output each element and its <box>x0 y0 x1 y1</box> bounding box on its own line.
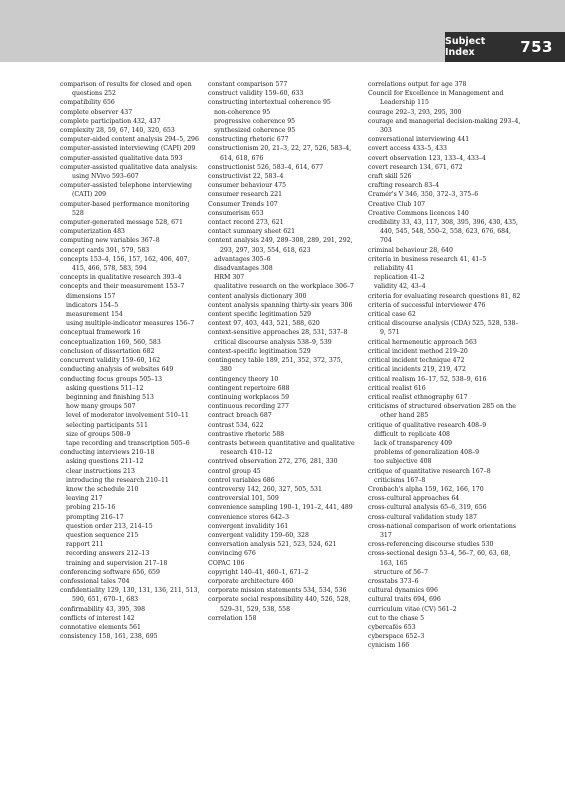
index-entry: confessional tales 704 <box>60 577 130 585</box>
index-entry: conclusion of dissertation 682 <box>60 347 155 355</box>
index-entry: contrived observation 272, 276, 281, 330 <box>208 458 338 466</box>
index-subentry: asking questions 511–12 <box>66 384 144 392</box>
index-entry: controversy 142, 260, 327, 505, 531 <box>208 485 322 493</box>
index-subentry: measurement 154 <box>66 311 123 319</box>
index-entry: cybercafés 653 <box>368 623 416 631</box>
index-entry: complexity 28, 59, 67, 140, 320, 653 <box>60 127 175 135</box>
index-subentry: lack of transparency 409 <box>374 439 453 447</box>
index-entry: control group 45 <box>208 467 261 475</box>
index-entry: cultural traits 694, 696 <box>368 596 441 604</box>
index-entry: criticisms of structured observation 285 on the other hand 285 <box>368 403 516 420</box>
index-entry: contract breach 687 <box>208 412 272 420</box>
index-subentry: HRM 307 <box>214 274 245 282</box>
index-entry: cyberspace 652–3 <box>368 633 425 641</box>
index-entry: context-sensitive approaches 28, 531, 537–8 <box>208 329 348 337</box>
index-entry: cut to the chase 5 <box>368 614 425 622</box>
index-entry: content analysis 249, 289–308, 289, 291, 292, 293, 297, 303, 554, 618, 623 <box>208 237 353 254</box>
index-entry: cross-cultural validation study 187 <box>368 513 477 521</box>
index-subentry: tape recording and transcription 505–6 <box>66 439 190 447</box>
index-subentry: qualitative research on the workplace 306–7 <box>214 283 354 291</box>
index-entry: confidentiality 129, 130, 131, 136, 211, 513, 590, 651, 670–1, 683 <box>60 587 200 604</box>
index-subentry: beginning and finishing 513 <box>66 393 154 401</box>
index-entry: cross-national comparison of work orientations 317 <box>368 522 517 539</box>
index-entry: cross-cultural approaches 64 <box>368 495 460 503</box>
index-entry: contact record 273, 621 <box>208 219 284 227</box>
index-entry: courage 292–3, 293, 295, 300 <box>368 108 462 116</box>
index-column-2 <box>208 80 356 623</box>
index-entry: constructing intertextual coherence 95 <box>208 99 331 107</box>
index-subentry: how many groups 507 <box>66 403 136 411</box>
index-subentry: size of groups 508–9 <box>66 430 131 438</box>
index-entry: COPAC 106 <box>208 559 245 567</box>
index-entry: computer-assisted qualitative data 593 <box>60 154 183 162</box>
index-entry: critical realist 616 <box>368 384 426 392</box>
index-entry: critical discourse analysis (CDA) 525, 528, 538–9, 571 <box>368 320 519 337</box>
index-entry: content specific legitimation 529 <box>208 311 312 319</box>
index-entry: conceptualization 169, 560, 583 <box>60 338 161 346</box>
index-subentry: asking questions 211–12 <box>66 458 144 466</box>
index-entry: computer-assisted telephone interviewing (CATI) 209 <box>60 182 192 199</box>
index-subentry: level of moderator involvement 510–11 <box>66 412 189 420</box>
index-entry: covert research 134, 671, 672 <box>368 163 463 171</box>
index-entry: crafting research 83–4 <box>368 182 440 190</box>
index-subentry: criticisms 167–8 <box>374 476 426 484</box>
index-entry: corporate social responsibility 440, 526, 528, 529–31, 529, 538, 558 <box>208 596 351 613</box>
index-entry: critical realist ethnography 617 <box>368 393 468 401</box>
index-entry: curriculum vitae (CV) 561–2 <box>368 605 457 613</box>
index-entry: computing new variables 367–8 <box>60 237 160 245</box>
index-subentry: rapport 211 <box>66 541 104 549</box>
index-entry: contrast 534, 622 <box>208 421 264 429</box>
running-header <box>445 32 565 62</box>
index-entry: critique of qualitative research 408–9 <box>368 421 487 429</box>
index-entry: criteria of successful interviewer 476 <box>368 301 486 309</box>
index-subentry: introducing the research 210–11 <box>66 476 169 484</box>
index-entry: continuing workplaces 59 <box>208 393 290 401</box>
index-subentry: advantages 305–6 <box>214 255 271 263</box>
index-entry: constructing rhetoric 677 <box>208 136 289 144</box>
index-entry: credibility 33, 43, 117, 308, 395, 396, 430, 435, 440, 545, 548, 550–2, 558, 623, 676, 684, 704 <box>368 219 518 245</box>
index-entry: conceptual framework 16 <box>60 329 141 337</box>
index-entry: Cronbach's alpha 159, 162, 166, 170 <box>368 485 484 493</box>
index-column-3 <box>368 80 524 651</box>
index-subentry: synthesized coherence 95 <box>214 127 296 135</box>
index-subentry: difficult to replicate 408 <box>374 430 450 438</box>
index-entry: cross-sectional design 53–4, 56–7, 60, 63, 68, 163, 165 <box>368 550 511 567</box>
index-entry: convergent invalidity 161 <box>208 522 289 530</box>
index-entry: correlation 158 <box>208 614 257 622</box>
index-entry: concepts and their measurement 153–7 <box>60 283 185 291</box>
index-entry: Creative Club 107 <box>368 200 426 208</box>
index-subentry: clear instructions 213 <box>66 467 135 475</box>
index-entry: craft skill 526 <box>368 173 412 181</box>
index-entry: criteria for evaluating research questions 81, 82 <box>368 292 521 300</box>
index-subentry: problems of generalization 408–9 <box>374 449 480 457</box>
index-entry: conducting analysis of websites 649 <box>60 366 174 374</box>
index-entry: criminal behaviour 28, 640 <box>368 246 453 254</box>
index-entry: contrastive rhetoric 588 <box>208 430 285 438</box>
index-entry: convenience stores 642–3 <box>208 513 290 521</box>
index-entry: continuous recording 277 <box>208 403 289 411</box>
index-entry: crosstabs 373–6 <box>368 577 419 585</box>
index-entry: contingency theory 10 <box>208 375 279 383</box>
index-entry: computer-generated message 528, 671 <box>60 219 183 227</box>
index-entry: copyright 140–41, 460–1, 671–2 <box>208 568 309 576</box>
index-entry: constructionism 20, 21–3, 22, 27, 526, 583–4, 614, 618, 676 <box>208 145 352 162</box>
index-entry: concurrent validity 159–60, 162 <box>60 357 161 365</box>
index-entry: conflicts of interest 142 <box>60 614 135 622</box>
index-entry: critique of quantitative research 167–8 <box>368 467 491 475</box>
index-entry: critical incidents 219, 219, 472 <box>368 366 466 374</box>
index-entry: corporate mission statements 534, 534, 536 <box>208 587 347 595</box>
index-entry: contrasts between quantitative and qualitative research 410–12 <box>208 439 355 457</box>
index-entry: criteria in business research 41, 41–5 <box>368 255 487 263</box>
index-subentry: know the schedule 210 <box>66 485 139 493</box>
index-entry: critical incident technique 472 <box>368 357 465 365</box>
index-entry: consistency 158, 161, 238, 695 <box>60 633 158 641</box>
index-entry: controversial 101, 509 <box>208 495 279 503</box>
index-subentry: recording answers 212–13 <box>66 550 150 558</box>
index-entry: Cramér's V 346, 350, 372–3, 375–6 <box>368 191 479 199</box>
index-entry: consumer behaviour 475 <box>208 182 287 190</box>
index-subentry: non-coherence 95 <box>214 108 271 116</box>
page-number: 753 <box>520 38 553 56</box>
index-entry: critical hermeneutic approach 563 <box>368 338 477 346</box>
index-entry: constant comparison 577 <box>208 81 288 88</box>
index-subentry: training and supervision 217–18 <box>66 559 168 567</box>
index-subentry: question sequence 215 <box>66 531 139 539</box>
index-entry: computerization 483 <box>60 228 125 236</box>
index-subentry: validity 42, 43–4 <box>374 283 426 291</box>
index-entry: courage and managerial decision-making 293–4, 303 <box>368 117 521 135</box>
index-entry: critical case 62 <box>368 311 416 319</box>
index-entry: content analysis dictionary 300 <box>208 292 307 300</box>
index-subentry: reliability 41 <box>374 265 414 273</box>
index-entry: constructivist 22, 583–4 <box>208 173 284 181</box>
index-entry: contingent repertoire 688 <box>208 384 290 392</box>
index-entry: contact summary sheet 621 <box>208 228 296 236</box>
index-column-1 <box>60 80 202 641</box>
index-entry: cross-cultural analysis 65–6, 319, 656 <box>368 504 487 512</box>
section-title: Subject Index <box>445 36 486 58</box>
index-entry: covert access 433–5, 433 <box>368 145 447 153</box>
index-entry: convincing 676 <box>208 550 256 558</box>
index-subentry: leaving 217 <box>66 495 103 503</box>
index-entry: Creative Commons licences 140 <box>368 209 469 217</box>
index-entry: content analysis spanning thirty-six years 306 <box>208 301 353 309</box>
index-entry: Council for Excellence in Management and Leadership 115 <box>368 90 504 107</box>
index-subentry: prompting 216–17 <box>66 513 124 521</box>
index-subentry: indicators 154–5 <box>66 301 119 309</box>
index-subentry: question order 213, 214–15 <box>66 522 153 530</box>
index-subentry: using multiple-indicator measures 156–7 <box>66 320 195 328</box>
index-entry: Consumer Trends 107 <box>208 200 278 208</box>
index-subentry: critical discourse analysis 538–9, 539 <box>214 338 332 346</box>
index-entry: concepts in qualitative research 393–4 <box>60 274 182 282</box>
index-entry: consumer research 221 <box>208 191 283 199</box>
index-subentry: disadvantages 308 <box>214 265 273 273</box>
index-entry: contingency table 189, 251, 352, 372, 375, 380 <box>208 357 343 374</box>
index-entry: computer-assisted interviewing (CAPI) 209 <box>60 145 196 153</box>
index-entry: cultural dynamics 696 <box>368 587 438 595</box>
index-entry: complete participation 432, 437 <box>60 117 161 125</box>
index-entry: cross-referencing discourse studies 530 <box>368 541 494 549</box>
index-entry: control variables 686 <box>208 476 275 484</box>
index-entry: consumerism 653 <box>208 209 264 217</box>
index-subentry: too subjective 408 <box>374 458 432 466</box>
index-entry: computer-assisted qualitative data analysis: using NVivo 593–607 <box>60 163 198 181</box>
index-entry: conducting interviews 210–18 <box>60 449 155 457</box>
index-entry: confirmability 43, 395, 398 <box>60 605 146 613</box>
index-entry: cynicism 166 <box>368 642 410 650</box>
index-entry: conferencing software 656, 659 <box>60 568 160 576</box>
index-subentry: probing 215–16 <box>66 504 116 512</box>
index-entry: concept cards 391, 579, 583 <box>60 246 150 254</box>
index-entry: computer-aided content analysis 294–5, 296 <box>60 136 199 144</box>
index-entry: computer-based performance monitoring 528 <box>60 200 190 217</box>
index-entry: convergent validity 159–60, 328 <box>208 531 309 539</box>
index-entry: conversational interviewing 441 <box>368 136 470 144</box>
index-entry: complete observer 437 <box>60 108 133 116</box>
index-entry: conducting focus groups 505–13 <box>60 375 163 383</box>
index-entry: critical incident method 219–20 <box>368 347 468 355</box>
index-entry: compatibility 656 <box>60 99 115 107</box>
index-entry: correlations output for age 378 <box>368 81 467 88</box>
index-entry: critical realism 16–17, 52, 538–9, 616 <box>368 375 487 383</box>
index-subentry: structure of 56–7 <box>374 568 429 576</box>
index-subentry: selecting participants 511 <box>66 421 148 429</box>
index-entry: construct validity 159–60, 633 <box>208 90 304 98</box>
index-entry: covert observation 123, 133–4, 433–4 <box>368 154 486 162</box>
index-entry: conversation analysis 521, 523, 524, 621 <box>208 541 337 549</box>
index-entry: context-specific legitimation 529 <box>208 347 311 355</box>
index-entry: convenience sampling 190–1, 191–2, 441, 489 <box>208 504 353 512</box>
index-entry: corporate architecture 460 <box>208 577 294 585</box>
index-subentry: dimensions 157 <box>66 292 116 300</box>
index-entry: concepts 153–4, 156, 157, 162, 406, 407, 415, 466, 578, 583, 594 <box>60 255 190 273</box>
index-entry: context 97, 403, 443, 521, 588, 620 <box>208 320 320 328</box>
index-entry: constructionist 526, 583–4, 614, 677 <box>208 163 324 171</box>
index-subentry: progressive coherence 95 <box>214 117 296 125</box>
index-subentry: replication 41–2 <box>374 274 425 282</box>
index-entry: connotative elements 561 <box>60 623 141 631</box>
index-entry: comparison of results for closed and open questions 252 <box>60 81 192 98</box>
